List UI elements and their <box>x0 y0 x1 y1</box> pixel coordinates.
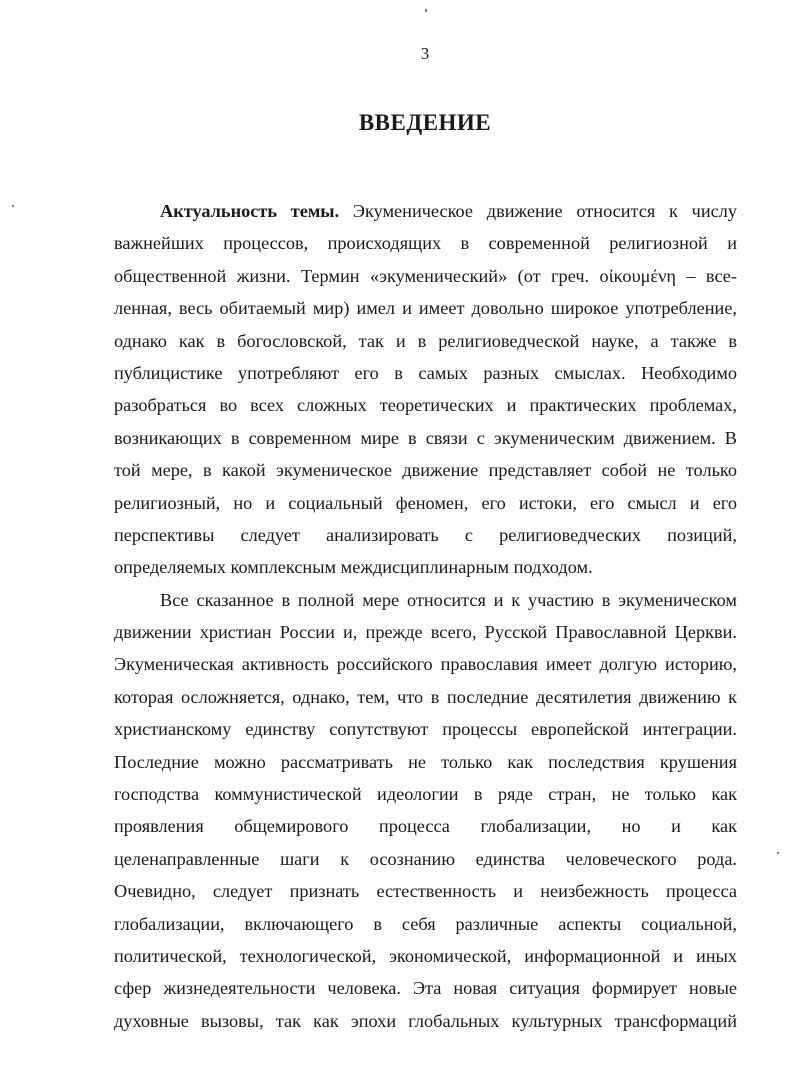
topic-lead: Актуальность темы. <box>160 201 340 221</box>
paragraph-line: движении христиан России и, прежде всего, Русской Православной Церкви. <box>114 622 737 643</box>
paragraph-line: христианскому единству сопутствуют процессы европейской интеграции. <box>114 719 737 740</box>
paragraph-line: Последние можно рассматривать не только как последствия крушения <box>114 751 737 772</box>
paragraph-line: Очевидно, следует признать естественность и неизбежность процесса <box>114 881 737 902</box>
paragraph-line: которая осложняется, однако, тем, что в последние десятилетия движению к <box>114 686 737 707</box>
paragraph-line: важнейших процессов, происходящих в современной религиозной и <box>114 233 737 254</box>
paragraph-line: перспективы следует анализировать с религиоведческих позиций, <box>114 524 737 545</box>
paragraph-line: однако как в богословской, так и в религиоведческой науке, а также в <box>114 330 737 351</box>
paragraph-line: определяемых комплексным междисциплинарным подходом. <box>114 557 593 578</box>
paragraph-2 <box>114 584 737 1037</box>
page-title: ВВЕДЕНИЕ <box>358 110 492 135</box>
paragraph-line: господства коммунистической идеологии в ряде стран, не только как <box>114 784 737 805</box>
paragraph-1 <box>114 195 737 584</box>
scan-speck <box>12 205 14 207</box>
paragraph-line: Экуменическая активность российского православия имеет долгую историю, <box>114 654 737 675</box>
paragraph-line: Все сказанное в полной мере относится и к участию в экуменическом <box>160 589 737 610</box>
paragraph-line: возникающих в современном мире в связи с экуменическим движением. В <box>114 427 737 448</box>
paragraph-line: сфер жизнедеятельности человека. Эта новая ситуация формирует новые <box>114 978 737 999</box>
body-text <box>114 195 737 1037</box>
paragraph-line: проявления общемирового процесса глобализации, но и как <box>114 816 737 837</box>
scan-speck <box>777 852 779 854</box>
paragraph-line: ленная, весь обитаемый мир) имел и имеет довольно широкое употребление, <box>114 298 737 319</box>
scan-speck <box>425 9 427 12</box>
paragraph-line: политической, технологической, экономической, информационной и иных <box>114 945 737 966</box>
paragraph-line: целенаправленные шаги к осознанию единства человеческого рода. <box>114 848 737 869</box>
paragraph-line: общественной жизни. Термин «экуменический» (от греч. οἰκουμένη – все- <box>114 265 737 286</box>
paragraph-line <box>114 195 737 227</box>
line-text: Экуменическое движение относится к числу <box>339 201 737 221</box>
paragraph-line: духовные вызовы, так как эпохи глобальных культурных трансформаций <box>114 1010 737 1031</box>
page-number: 3 <box>420 44 430 63</box>
paragraph-line: разобраться во всех сложных теоретических и практических проблемах, <box>114 395 737 416</box>
paragraph-line: глобализации, включающего в себя различные аспекты социальной, <box>114 913 737 934</box>
paragraph-line: публицистике употребляют его в самых разных смыслах. Необходимо <box>114 362 737 383</box>
paragraph-line: религиозный, но и социальный феномен, его истоки, его смысл и его <box>114 492 737 513</box>
paragraph-line: той мере, в какой экуменическое движение представляет собой не только <box>114 460 737 481</box>
